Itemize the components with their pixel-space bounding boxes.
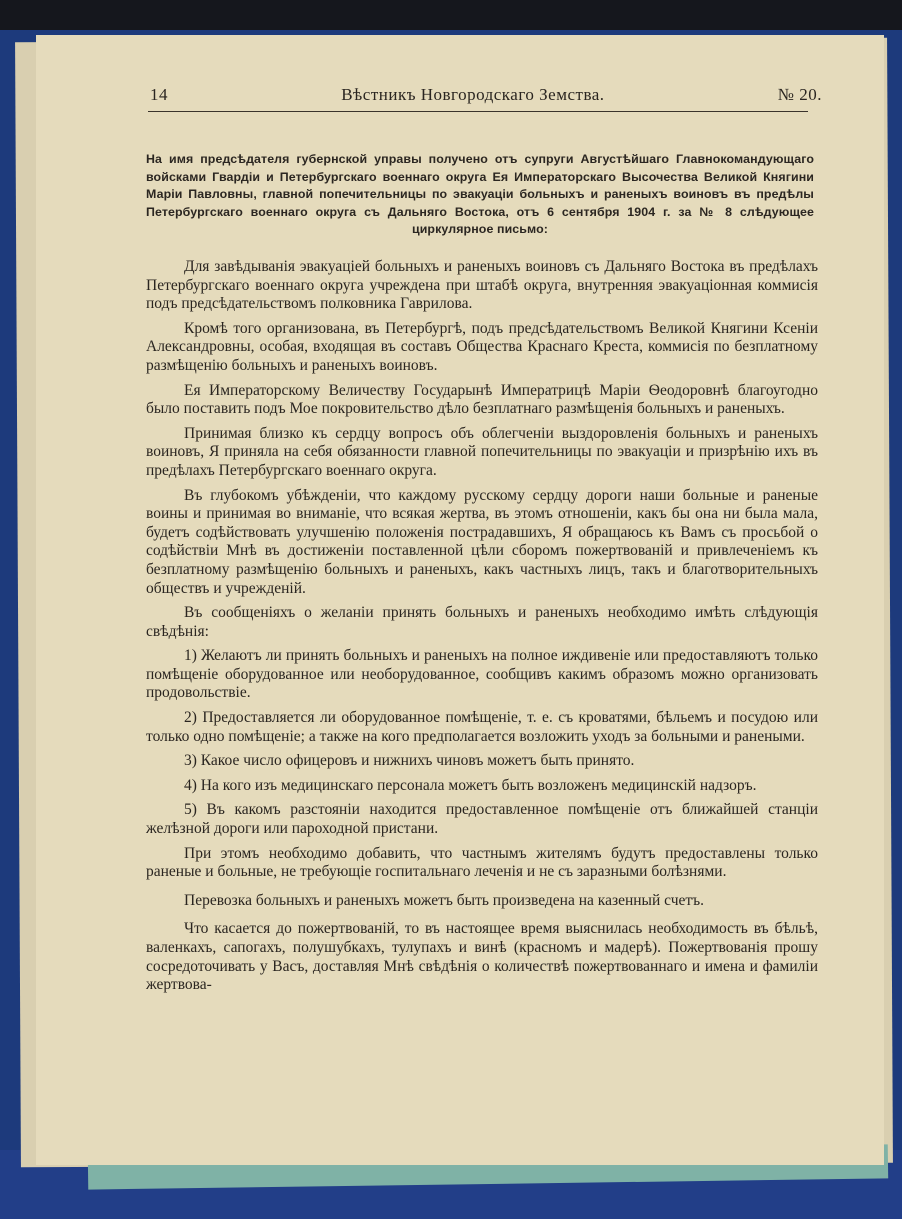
paragraph-8: Перевозка больныхъ и раненыхъ можетъ быть произведена на казенный счетъ. <box>184 891 705 909</box>
paragraph-9: Что касается до пожертвованій, то въ настоящее время выяснилась необходимость въ бѣльѣ, валенкахъ, сапогахъ, полушубкахъ, тулупахъ и винѣ (красномъ и мадерѣ). Пожертвованія прошу сосредоточивать у Васъ, доставляя Мнѣ свѣдѣнія о количествѣ пожертвованнаго и имена и фамиліи жертвова- <box>146 920 818 994</box>
list-item-1: 1) Желаютъ ли принять больныхъ и раненыхъ на полное иждивеніе или предоставляютъ только помѣщеніе оборудованное или необорудованное, сообщивъ какимъ образомъ можно организовать продовольствіе. <box>146 647 818 702</box>
paragraph-3: Ея Императорскому Величеству Государынѣ Императрицѣ Маріи Ѳеодоровнѣ благоугодно было поставить подъ Мое покровительство дѣло безплатнаго размѣщенія больныхъ и раненыхъ. <box>146 381 818 418</box>
issue-number: № 20. <box>777 85 822 104</box>
paragraph-2: Кромѣ того организована, въ Петербургѣ, подъ предсѣдательствомъ Великой Княгини Ксеніи Александровны, особая, входящая въ составъ Общества Краснаго Креста, коммисія по безплатному размѣщенію больныхъ и раненыхъ воиновъ. <box>146 319 818 374</box>
paragraph-7: При этомъ необходимо добавить, что частнымъ жителямъ будутъ предоставлены только раненые и больные, не требующіе госпитальнаго леченія и не съ заразными болѣзнями. <box>146 844 818 881</box>
list-item-4: 4) На кого изъ медицинскаго персонала можетъ быть возложенъ медицинскій надзоръ. <box>184 776 757 794</box>
letter-body <box>146 258 818 995</box>
paragraph-6: Въ сообщеніяхъ о желаніи принять больныхъ и раненыхъ необходимо имѣть слѣдующія свѣдѣнія: <box>146 604 818 640</box>
header-rule <box>148 111 808 112</box>
intro-paragraph: На имя предсѣдателя губернской управы получено отъ супруги Августѣйшаго Главнокомандующаго войсками Гвардіи и Петербургскаго военнаго округа Ея Императорскаго Высочества Великой Княгини Маріи Павловны, главной попечительницы по эвакуаціи больныхъ и раненыхъ воиновъ въ предѣлы Петербургскаго военнаго округа съ Дальняго Востока, отъ 6 сентября 1904 г. за № 8 слѣдующее циркулярное письмо: <box>146 152 814 237</box>
list-item-2: 2) Предоставляется ли оборудованное помѣщеніе, т. е. съ кроватями, бѣльемъ и посудою или только одно помѣщеніе; а также на кого предполагается возложить уходъ за больными и ранеными. <box>146 709 818 745</box>
list-item-5: 5) Въ какомъ разстояніи находится предоставленное помѣщеніе отъ ближайшей станціи желѣзной дороги или пароходной пристани. <box>146 801 818 838</box>
page-number: 14 <box>150 85 168 104</box>
paragraph-1: Для завѣдыванія эвакуаціей больныхъ и раненыхъ воиновъ съ Дальняго Востока въ предѣлахъ Петербургскаго военнаго округа учреждена при штабѣ округа, внутренняя эвакуаціонная коммисія подъ предсѣдательствомъ полковника Гаврилова. <box>146 258 818 313</box>
running-header <box>150 85 822 105</box>
paragraph-4: Принимая близко къ сердцу вопросъ объ облегченіи выздоровленія больныхъ и раненыхъ воиновъ, Я приняла на себя обязанности главной попечительницы по эвакуаціи и призрѣнію ихъ въ предѣлахъ Петербургскаго военнаго округа. <box>146 424 818 479</box>
paragraph-5: Въ глубокомъ убѣжденіи, что каждому русскому сердцу дороги наши больные и раненые воины и принимая во вниманіе, что всякая жертва, въ этомъ отношеніи, какъ бы она ни была мала, будетъ содѣйствовать улучшенію положенія пострадавшихъ, Я обращаюсь къ Вамъ съ просьбой о содѣйствіи Мнѣ въ достиженіи поставленной цѣли сборомъ пожертвованій и привлеченіемъ къ безплатному размѣщенію больныхъ и раненыхъ, какъ частныхъ лицъ, такъ и благотворительныхъ обществъ и учрежденій. <box>146 486 818 597</box>
list-item-3: 3) Какое число офицеровъ и нижнихъ чиновъ можетъ быть принято. <box>184 752 635 770</box>
journal-title: Вѣстникъ Новгородскаго Земства. <box>341 85 605 104</box>
document-page <box>36 35 884 1165</box>
